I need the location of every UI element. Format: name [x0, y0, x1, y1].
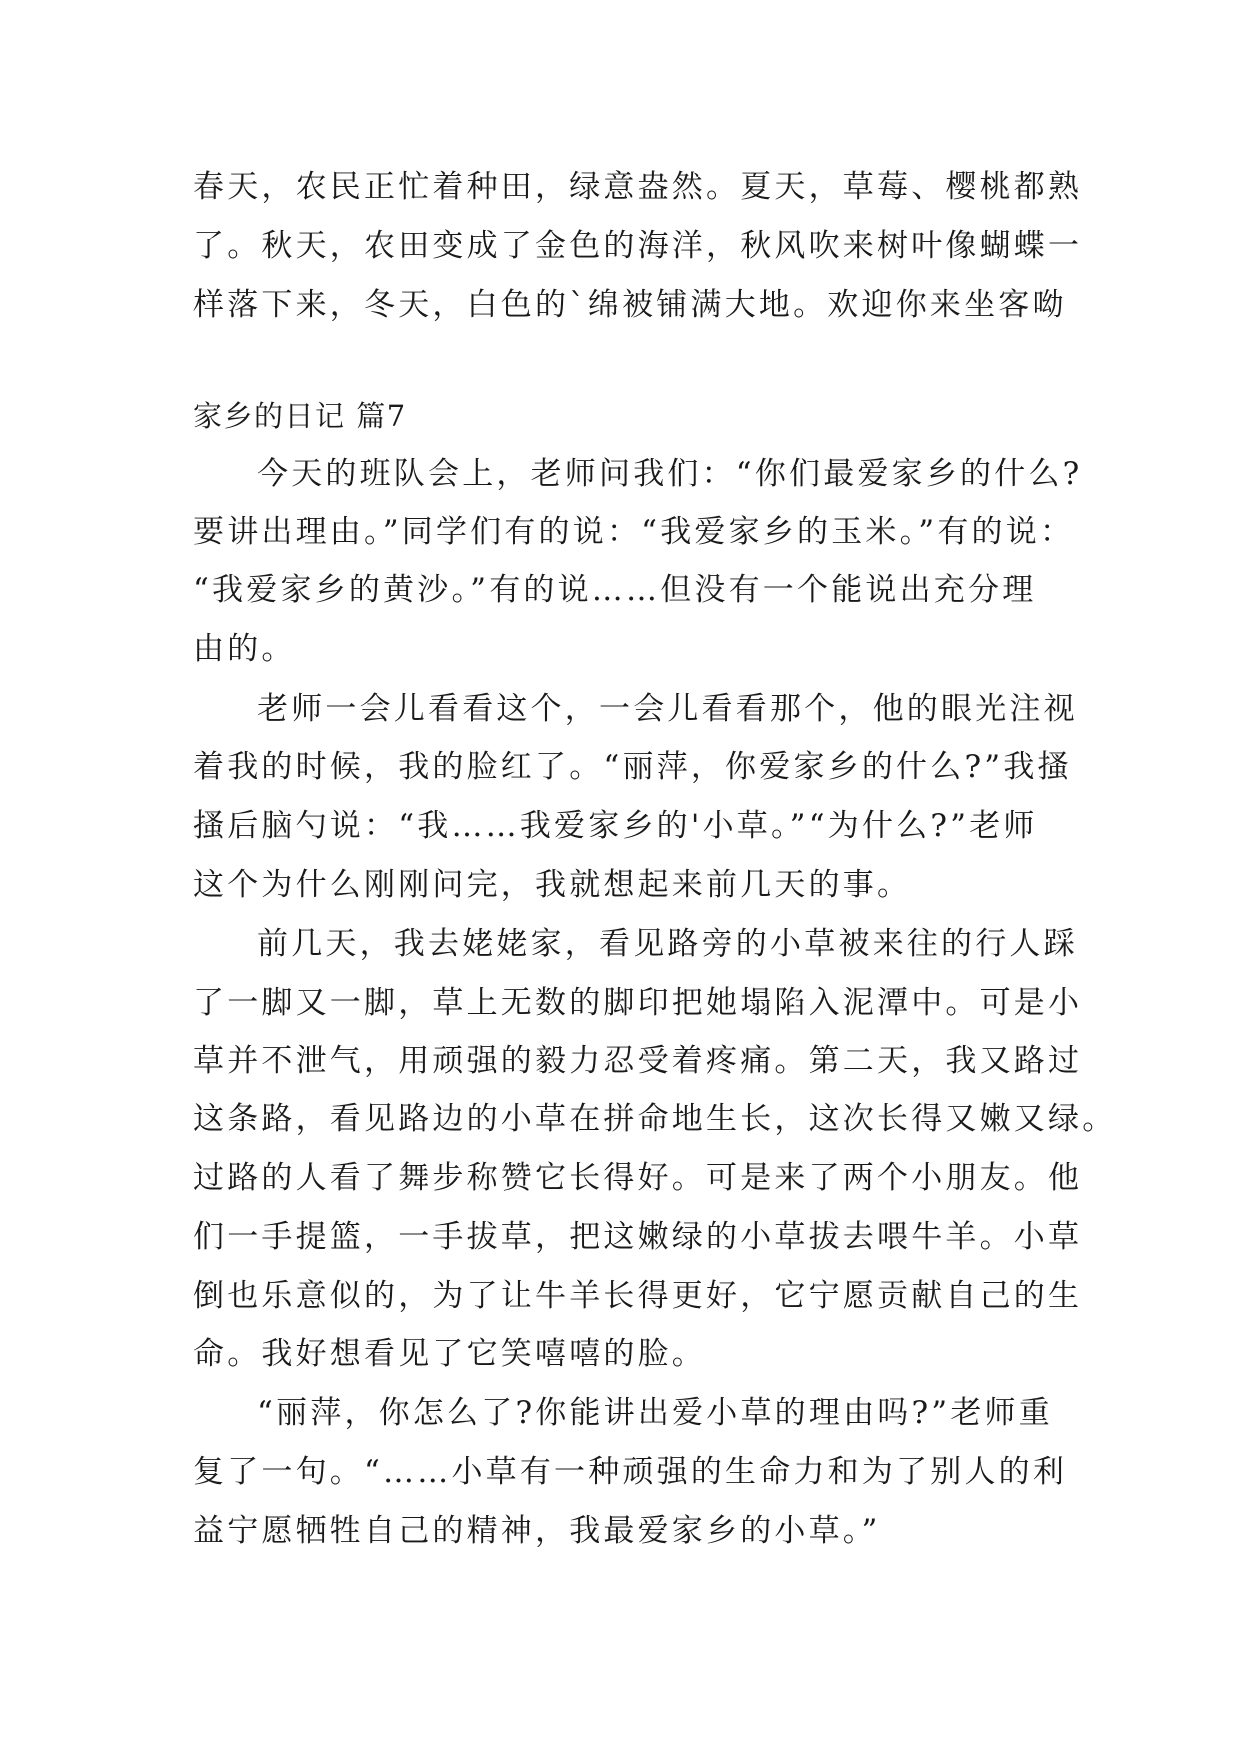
text-line: 过路的人看了舞步称赞它长得好。可是来了两个小朋友。他 — [193, 1160, 1083, 1196]
text-line: 这个为什么刚刚问完，我就想起来前几天的事。 — [193, 867, 912, 903]
text-line: 们一手提篮，一手拔草，把这嫩绿的小草拔去喂牛羊。小草 — [193, 1219, 1083, 1255]
text-line: “我爱家乡的黄沙。”有的说……但没有一个能说出充分理 — [193, 572, 1037, 608]
section-heading: 家乡的日记 篇7 — [193, 399, 407, 433]
text-line: 要讲出理由。”同学们有的说：“我爱家乡的玉米。”有的说： — [193, 514, 1075, 550]
text-line: 了。秋天，农田变成了金色的海洋，秋风吹来树叶像蝴蝶一 — [193, 228, 1083, 264]
text-line: 春天，农民正忙着种田，绿意盎然。夏天，草莓、樱桃都熟 — [193, 169, 1083, 205]
text-line: 了一脚又一脚，草上无数的脚印把她塌陷入泥潭中。可是小 — [193, 985, 1083, 1021]
text-line: 着我的时候，我的脸红了。“丽萍，你爱家乡的什么?”我搔 — [193, 749, 1072, 785]
text-line: 益宁愿牺牲自己的精神，我最爱家乡的小草。” — [193, 1513, 881, 1549]
text-line: 倒也乐意似的，为了让牛羊长得更好，它宁愿贡献自己的生 — [193, 1278, 1083, 1314]
text-line: “丽萍，你怎么了?你能讲出爱小草的理由吗?”老师重 — [257, 1395, 1053, 1431]
text-line: 这条路，看见路边的小草在拼命地生长，这次长得又嫩又绿。 — [193, 1101, 1117, 1137]
text-line: 由的。 — [193, 631, 296, 667]
text-line: 复了一句。“……小草有一种顽强的生命力和为了别人的利 — [193, 1454, 1068, 1490]
text-line: 今天的班队会上，老师问我们：“你们最爱家乡的什么? — [257, 456, 1083, 492]
text-line: 搔后脑勺说：“我……我爱家乡的'小草。”“为什么?”老师 — [193, 808, 1038, 844]
text-line: 样落下来，冬天，白色的`绵被铺满大地。欢迎你来坐客呦 — [193, 287, 1067, 323]
text-line: 前几天，我去姥姥家，看见路旁的小草被来往的行人踩 — [257, 926, 1078, 962]
text-line: 草并不泄气，用顽强的毅力忍受着疼痛。第二天，我又路过 — [193, 1043, 1083, 1079]
text-line: 老师一会儿看看这个，一会儿看看那个，他的眼光注视 — [257, 691, 1078, 727]
text-line: 命。我好想看见了它笑嘻嘻的脸。 — [193, 1336, 706, 1372]
